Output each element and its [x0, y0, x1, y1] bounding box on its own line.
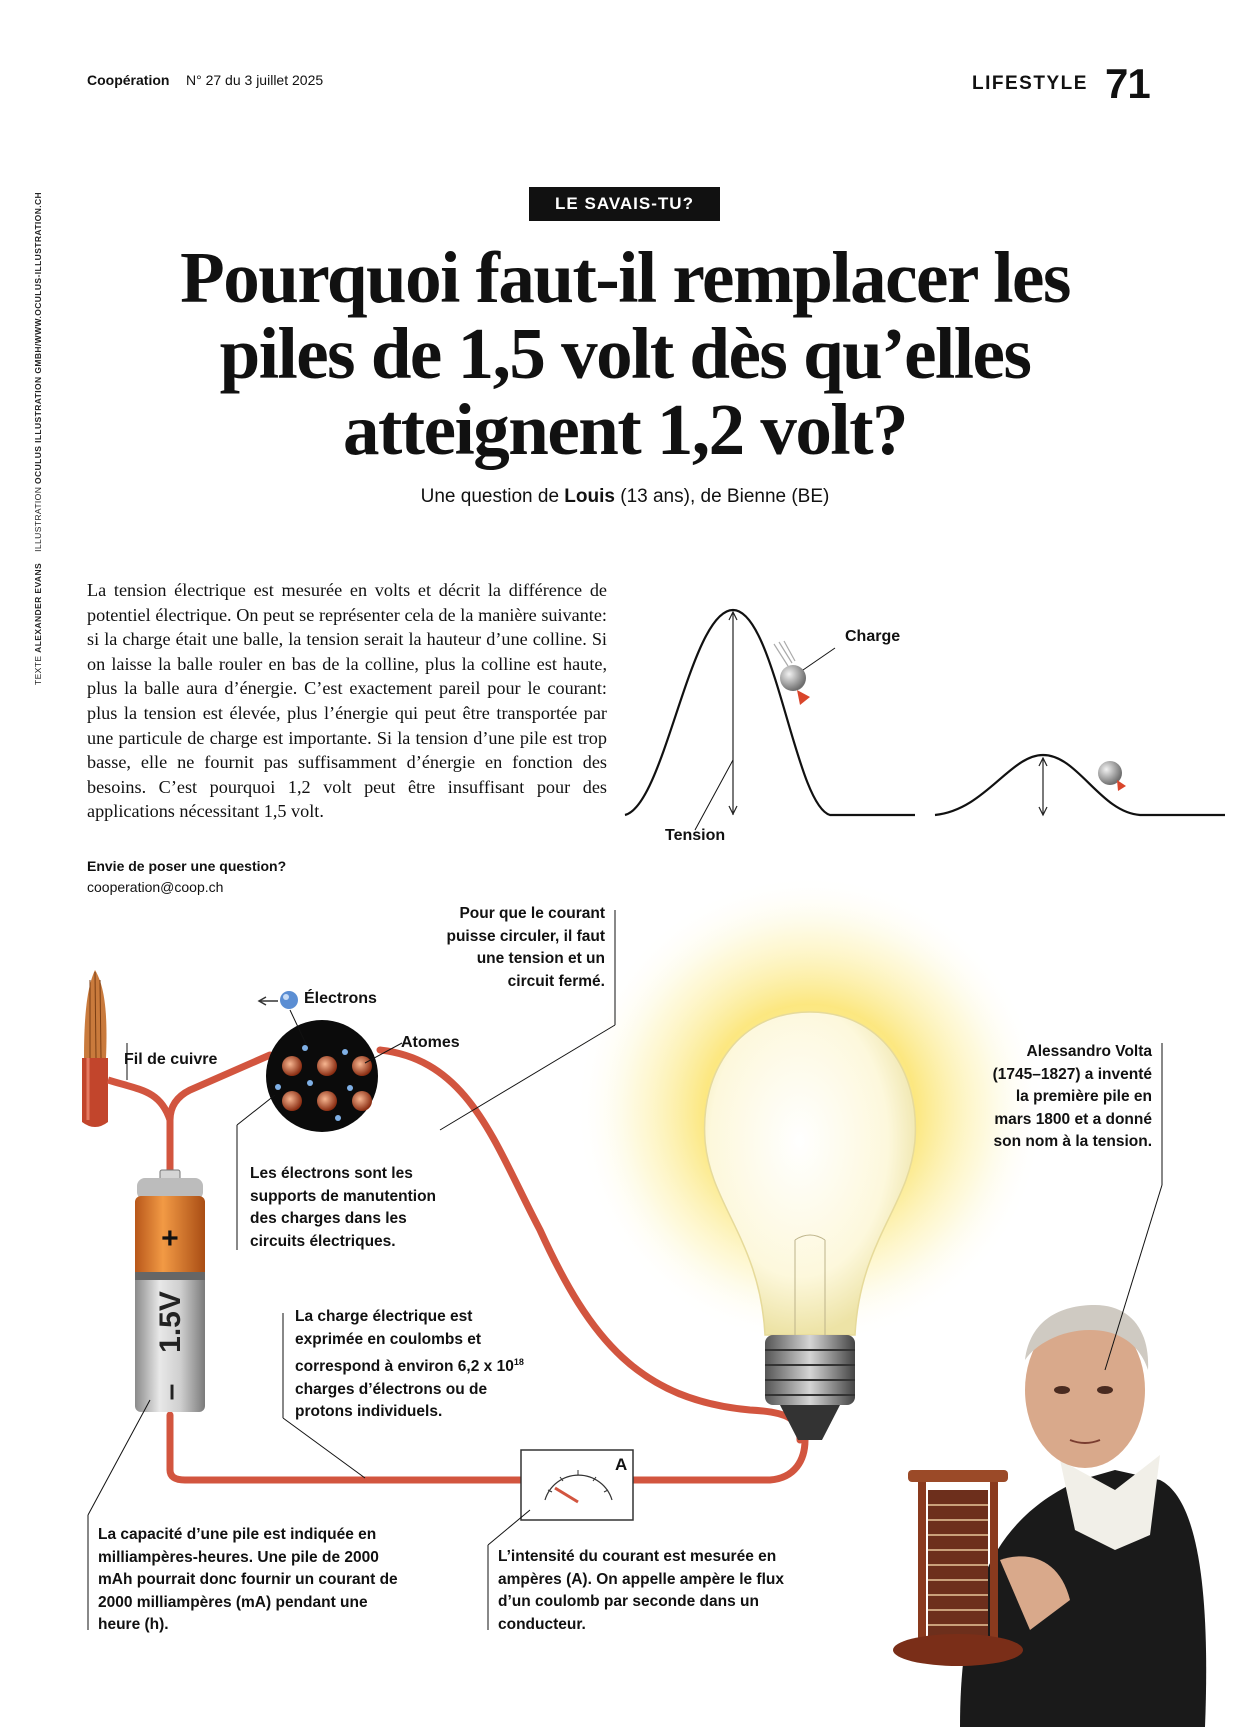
note-current: L’intensité du courant est mesurée en ampères (A). On appelle ampère le flux d’un coulomb par seconde dans un conducteur.	[498, 1548, 784, 1633]
light-bulb-icon	[705, 1012, 916, 1440]
ammeter-label: A	[615, 1455, 628, 1474]
atom-zoom	[266, 1020, 402, 1132]
note-capacity: La capacité d’une pile est indiquée en milliampères-heures. Une pile de 2000 mAh pourrait donc fournir un courant de 2000 milliampères (mA) pendant une heure (h).	[98, 1526, 398, 1633]
issue-info: N° 27 du 3 juillet 2025	[186, 72, 324, 88]
battery-icon	[135, 1170, 205, 1412]
note-charge-base: 6,2 x 10	[457, 1358, 514, 1376]
credit-illustration-label: ILLUSTRATION	[33, 486, 43, 552]
label-electrons: Électrons	[304, 990, 377, 1007]
hill-diagram-low	[935, 755, 1225, 815]
publication-name: Coopération	[87, 72, 170, 88]
body-text: La tension électrique est mesurée en volts et décrit la différence de potentiel électrique. On peut se représenter cela de la manière suivante: si la charge était une balle, la tension serait la hauteur d’une colline. Si on laisse la balle rouler en bas de la colline, plus la colline est haute, plus la balle aura d’énergie. C’est exactement pareil pour le courant: plus la tension est élevée, plus l’énergie qui peut être transportée par une particule de charge est importante. Si la tension d’une pile est trop basse, elle ne fournit pas suffisamment d’énergie en fonction des besoins. C’est pourquoi 1,2 volt peut être insuffisant pour des applications nécessitant 1,5 volt.	[87, 580, 607, 822]
battery-minus: –	[154, 1383, 187, 1401]
note-volta: Alessandro Volta (1745–1827) a inventé la première pile en mars 1800 et a donné son nom à la tension.	[992, 1043, 1152, 1150]
byline-name: Louis	[564, 486, 615, 507]
headline: Pourquoi faut-il remplacer les piles de 1,5 volt dès qu’elles atteignent 1,2 volt?	[180, 237, 1070, 470]
note-charge	[295, 1306, 525, 1424]
label-tension: Tension	[665, 827, 726, 844]
section-title: LIFESTYLE	[972, 73, 1088, 94]
down-arrow-icon	[797, 690, 810, 705]
label-charge: Charge	[845, 628, 901, 645]
note-charge-part1: La charge électrique est exprimée en coulombs et correspond à environ	[295, 1308, 482, 1376]
page-number: 71	[1105, 60, 1150, 107]
note-charge-exponent: 18	[513, 1357, 524, 1367]
note-closed-circuit: Pour que le courant puisse circuler, il faut une tension et un circuit fermé.	[446, 905, 605, 990]
note-charge-part2: charges d’électrons ou de protons individuels.	[295, 1380, 488, 1421]
credit-illustration-source: OCULUS ILLUSTRATION GMBH/WWW.OCULUS-ILLUSTRATION.CH	[33, 191, 43, 484]
contact-email[interactable]: cooperation@coop.ch	[87, 879, 224, 895]
label-copper-wire: Fil de cuivre	[124, 1051, 218, 1068]
label-atoms: Atomes	[401, 1034, 460, 1051]
credit-text-label: TEXTE	[33, 655, 43, 685]
byline-suffix: (13 ans), de Bienne (BE)	[614, 486, 830, 507]
byline-prefix: Une question de	[420, 486, 565, 507]
battery-plus: +	[154, 1229, 187, 1247]
credit-text-author: ALEXANDER EVANS	[33, 562, 43, 653]
copper-wire-end	[82, 970, 170, 1127]
charge-ball-icon	[780, 665, 806, 691]
category-tag: LE SAVAIS-TU?	[529, 187, 720, 221]
ask-question-label: Envie de poser une question?	[87, 858, 287, 874]
note-electrons: Les électrons sont les supports de manutention des charges dans les circuits électriques.	[250, 1165, 436, 1250]
battery-voltage: 1.5V	[154, 1291, 187, 1353]
